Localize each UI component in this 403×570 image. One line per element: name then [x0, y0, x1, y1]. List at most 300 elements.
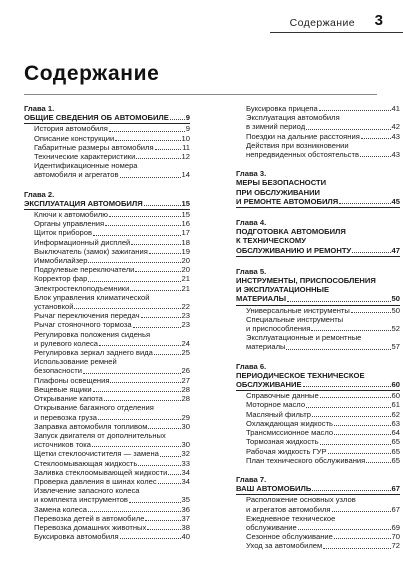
entry-title: безопасности	[34, 366, 83, 376]
chapter-title-line[interactable]	[236, 484, 400, 495]
entry-title: обслуживание	[246, 522, 297, 532]
toc-entry[interactable]	[24, 311, 190, 320]
dot-leader	[110, 382, 180, 383]
entry-page-number: 70	[391, 532, 400, 542]
entry-page-number: 37	[181, 513, 190, 523]
dot-leader	[361, 138, 391, 139]
entry-title: Открывание капота	[34, 394, 103, 404]
chapter-title-line[interactable]	[24, 113, 190, 124]
toc-entry[interactable]	[24, 403, 190, 412]
entry-page-number: 43	[391, 150, 400, 160]
entry-title: Перевозка домашних животных	[34, 522, 147, 532]
toc-entry[interactable]	[236, 150, 400, 159]
entry-page-number: 12	[181, 152, 190, 162]
toc-entry[interactable]	[24, 449, 190, 458]
entry-page-number: 40	[181, 532, 190, 542]
toc-chapter	[236, 362, 400, 465]
entry-page-number: 34	[181, 476, 190, 486]
dot-leader	[141, 317, 181, 318]
entry-title: Корректор фар	[34, 274, 88, 284]
entry-title: И ЭКСПЛУАТАЦИОННЫЕ	[236, 285, 330, 295]
toc-entry[interactable]	[24, 366, 190, 375]
entry-page-number: 67	[391, 484, 400, 494]
entry-page-number: 62	[391, 409, 400, 419]
toc-entry[interactable]	[236, 419, 400, 428]
entry-title: непредвиденных обстоятельств	[246, 150, 359, 160]
dot-leader	[332, 511, 391, 512]
dot-leader	[287, 301, 391, 302]
dot-leader	[303, 386, 391, 387]
entry-page-number: 10	[181, 133, 190, 143]
entry-title: ПЕРИОДИЧЕСКОЕ ТЕХНИЧЕСКОЕ	[236, 370, 365, 380]
chapter-number: Глава 3.	[236, 169, 267, 179]
running-header-section: Содержание	[289, 17, 355, 29]
toc-entry[interactable]	[236, 532, 400, 541]
entry-title: Идентификационные номера	[34, 161, 138, 171]
toc-entry[interactable]	[24, 468, 190, 477]
dot-leader	[147, 529, 180, 530]
chapter-title-line[interactable]	[236, 285, 400, 294]
entry-title: История автомобиля	[34, 124, 108, 134]
entry-page-number: 21	[181, 274, 190, 284]
toc-entry[interactable]	[24, 523, 190, 532]
chapter-title-line[interactable]	[236, 188, 400, 197]
toc-entry[interactable]	[24, 514, 190, 523]
toc-chapter	[24, 104, 190, 180]
entry-title: Плафоны освещения	[34, 375, 110, 385]
entry-title: И РЕМОНТЕ АВТОМОБИЛЯ	[236, 196, 339, 206]
toc-entry[interactable]	[236, 141, 400, 150]
chapter-title-line[interactable]	[236, 236, 400, 245]
entry-page-number: 21	[181, 283, 190, 293]
entry-title: Охлаждающая жидкость	[246, 418, 334, 428]
entry-title: Справочные данные	[246, 391, 319, 401]
toc-chapter	[236, 104, 400, 159]
toc-entry[interactable]	[24, 238, 190, 247]
entry-page-number: 22	[181, 302, 190, 312]
entry-page-number: 24	[181, 338, 190, 348]
dot-leader	[360, 156, 391, 157]
entry-title: и комплекта инструментов	[34, 495, 128, 505]
toc-entry[interactable]	[24, 532, 190, 541]
entry-title: Извлечение запасного колеса	[34, 486, 140, 496]
toc-entry[interactable]	[24, 477, 190, 486]
toc-entry[interactable]	[24, 431, 190, 440]
dot-leader	[312, 416, 391, 417]
dot-leader	[170, 119, 185, 120]
toc-chapter	[236, 267, 400, 352]
toc-entry[interactable]	[24, 376, 190, 385]
toc-entry[interactable]	[24, 228, 190, 237]
dot-leader	[104, 400, 181, 401]
entry-page-number: 63	[391, 418, 400, 428]
entry-page-number: 57	[391, 342, 400, 352]
chapter-number: Глава 4.	[236, 218, 267, 228]
dot-leader	[88, 511, 181, 512]
chapter-title-line[interactable]	[236, 294, 400, 305]
dot-leader	[311, 330, 390, 331]
entry-title: Перевозка детей в автомобиле	[34, 513, 145, 523]
dot-leader	[168, 474, 180, 475]
dot-leader	[320, 397, 391, 398]
entry-page-number: 34	[181, 467, 190, 477]
entry-title: установкой	[34, 302, 74, 312]
toc-entry[interactable]	[24, 422, 190, 431]
entry-page-number: 43	[391, 131, 400, 141]
dot-leader	[320, 444, 391, 445]
dot-leader	[93, 391, 181, 392]
chapter-title-line[interactable]	[236, 246, 400, 257]
dot-leader	[74, 308, 180, 309]
toc-entry[interactable]	[24, 302, 190, 311]
chapter-title-line[interactable]	[236, 371, 400, 380]
entry-title: Заливка стеклоомывающей жидкости	[34, 467, 168, 477]
entry-title: Проверка давления в шинах колес	[34, 476, 157, 486]
entry-title: в зимний период	[246, 122, 306, 132]
entry-title: ЭКСПЛУАТАЦИЯ АВТОМОБИЛЯ	[24, 198, 143, 208]
dot-leader	[93, 235, 181, 236]
toc-entry[interactable]	[236, 505, 400, 514]
entry-title: Трансмиссионное масло	[246, 428, 334, 438]
entry-title: Открывание багажного отделения	[34, 403, 154, 413]
entry-title: Регулировка зеркал заднего вида	[34, 348, 153, 358]
toc-entry[interactable]	[24, 486, 190, 495]
chapter-title-line[interactable]	[236, 197, 400, 208]
entry-page-number: 30	[181, 421, 190, 431]
entry-page-number: 14	[181, 170, 190, 180]
chapter-title-line[interactable]	[236, 276, 400, 285]
dot-leader	[154, 354, 181, 355]
entry-title: Эксплуатационные и ремонтные	[246, 333, 362, 343]
entry-page-number: 20	[181, 265, 190, 275]
entry-title: и рулевого колеса	[34, 338, 99, 348]
toc-entry[interactable]	[236, 104, 400, 113]
toc-entry[interactable]	[236, 523, 400, 532]
chapter-number: Глава 5.	[236, 266, 267, 276]
entry-title: Расположение основных узлов	[246, 495, 356, 505]
entry-page-number: 19	[181, 246, 190, 256]
dot-leader	[138, 465, 180, 466]
toc-entry[interactable]	[24, 161, 190, 170]
entry-page-number: 45	[391, 196, 400, 206]
toc-entry[interactable]	[24, 143, 190, 152]
entry-title: и агрегатов автомобиля	[246, 504, 331, 514]
entry-title: Рабочая жидкость ГУР	[246, 446, 327, 456]
entry-title: Выключатель (замок) зажигания	[34, 246, 148, 256]
toc-entry[interactable]	[24, 124, 190, 133]
toc-entry[interactable]	[24, 320, 190, 329]
entry-title: Описание конструкции	[34, 133, 115, 143]
entry-page-number: 25	[181, 348, 190, 358]
entry-title: Буксировка прицепа	[246, 104, 318, 113]
entry-title: ПРИ ОБСЛУЖИВАНИИ	[236, 187, 321, 197]
entry-title: Вещевые ящики	[34, 384, 92, 394]
entry-title: Информационный дисплей	[34, 237, 131, 247]
entry-page-number: 28	[181, 394, 190, 404]
toc-entry[interactable]	[236, 428, 400, 437]
entry-page-number: 30	[181, 440, 190, 450]
dot-leader	[136, 158, 180, 159]
dot-leader	[92, 446, 181, 447]
entry-title: Регулировка положения сиденья	[34, 329, 151, 339]
toc-entry[interactable]	[24, 413, 190, 422]
entry-page-number: 50	[391, 294, 400, 304]
entry-title: Подрулевые переключатели	[34, 265, 135, 275]
dot-leader	[149, 253, 181, 254]
entry-page-number: 23	[181, 311, 190, 321]
chapter-title-line[interactable]	[236, 380, 400, 391]
dot-leader	[148, 428, 180, 429]
toc-entry[interactable]	[236, 495, 400, 504]
dot-leader	[129, 502, 181, 503]
dot-leader	[105, 225, 180, 226]
toc-entry[interactable]	[24, 170, 190, 179]
toc-entry[interactable]	[24, 459, 190, 468]
dot-leader	[120, 177, 181, 178]
dot-leader	[130, 290, 180, 291]
entry-title: План технического обслуживания	[246, 455, 366, 465]
toc-entry[interactable]	[236, 437, 400, 446]
toc-chapter	[236, 475, 400, 551]
entry-title: Органы управления	[34, 219, 105, 229]
toc-entry[interactable]	[236, 391, 400, 400]
toc-entry[interactable]	[236, 342, 400, 351]
toc-entry[interactable]	[236, 113, 400, 122]
entry-page-number: 26	[181, 366, 190, 376]
entry-page-number: 27	[181, 375, 190, 385]
toc-entry[interactable]	[24, 284, 190, 293]
toc-column-left	[24, 104, 190, 541]
chapter-number: Глава 6.	[236, 361, 267, 371]
toc-entry[interactable]	[236, 447, 400, 456]
dot-leader	[109, 131, 185, 132]
entry-title: Габаритные размеры автомобиля	[34, 142, 154, 152]
entry-page-number: 60	[391, 380, 400, 390]
entry-page-number: 72	[391, 541, 400, 551]
toc-chapter	[24, 190, 190, 542]
entry-title: Ключи к автомобилю	[34, 210, 108, 220]
entry-title: Щетки стеклоочистителя — замена	[34, 449, 159, 459]
entry-page-number: 67	[391, 504, 400, 514]
entry-page-number: 15	[181, 198, 190, 208]
dot-leader	[144, 205, 181, 206]
header-rule	[270, 32, 403, 33]
toc-entry[interactable]	[24, 330, 190, 339]
dot-leader	[88, 262, 180, 263]
toc-entry[interactable]	[24, 247, 190, 256]
entry-title: Моторное масло	[246, 400, 306, 410]
dot-leader	[120, 538, 181, 539]
entry-page-number: 20	[181, 256, 190, 266]
entry-title: Электростеклоподъемники	[34, 283, 130, 293]
toc-entry[interactable]	[24, 495, 190, 504]
dot-leader	[351, 312, 391, 313]
entry-title: автомобиля и агрегатов	[34, 170, 119, 180]
toc-entry[interactable]	[236, 410, 400, 419]
toc-chapter	[236, 169, 400, 208]
entry-title: ОБСЛУЖИВАНИЕ	[236, 380, 302, 390]
toc-entry[interactable]	[24, 256, 190, 265]
dot-leader	[328, 453, 391, 454]
dot-leader	[366, 462, 390, 463]
entry-title: МЕРЫ БЕЗОПАСНОСТИ	[236, 178, 327, 188]
entry-page-number: 52	[391, 324, 400, 334]
toc-entry[interactable]	[236, 122, 400, 131]
dot-leader	[135, 271, 180, 272]
dot-leader	[109, 216, 181, 217]
toc-entry[interactable]	[236, 324, 400, 333]
dot-leader	[298, 529, 391, 530]
title-divider	[24, 94, 377, 95]
entry-title: Запуск двигателя от дополнительных	[34, 430, 166, 440]
toc-entry[interactable]	[236, 315, 400, 324]
entry-title: Поездки на дальние расстояния	[246, 131, 360, 141]
entry-title: Стеклоомывающая жидкость	[34, 458, 138, 468]
toc-entry[interactable]	[236, 306, 400, 315]
chapter-title-line[interactable]	[236, 178, 400, 187]
page-number: 3	[374, 12, 383, 29]
entry-title: Рычаг переключения передач	[34, 311, 140, 321]
entry-title: К ТЕХНИЧЕСКОМУ	[236, 236, 306, 246]
toc-entry[interactable]	[236, 541, 400, 550]
dot-leader	[131, 244, 180, 245]
toc-entry[interactable]	[24, 293, 190, 302]
dot-leader	[352, 252, 390, 253]
toc-entry[interactable]	[24, 265, 190, 274]
entry-page-number: 38	[181, 522, 190, 532]
toc-column-right	[236, 104, 400, 551]
dot-leader	[306, 407, 391, 408]
dot-leader	[99, 345, 181, 346]
entry-page-number: 33	[181, 458, 190, 468]
toc-entry[interactable]	[24, 152, 190, 161]
entry-page-number: 47	[391, 245, 400, 255]
entry-page-number: 65	[391, 446, 400, 456]
toc-entry[interactable]	[24, 440, 190, 449]
entry-title: Блок управления климатической	[34, 292, 150, 302]
entry-page-number: 61	[391, 400, 400, 410]
entry-page-number: 29	[181, 412, 190, 422]
dot-leader	[319, 110, 391, 111]
toc-entry[interactable]	[24, 394, 190, 403]
toc-entry[interactable]	[236, 333, 400, 342]
toc-entry[interactable]	[24, 210, 190, 219]
entry-page-number: 32	[181, 449, 190, 459]
entry-title: Использование ремней	[34, 357, 117, 367]
entry-page-number: 60	[391, 391, 400, 401]
entry-page-number: 41	[391, 104, 400, 113]
entry-title: ОБЩИЕ СВЕДЕНИЯ ОБ АВТОМОБИЛЕ	[24, 113, 169, 123]
dot-leader	[334, 425, 391, 426]
entry-title: Ежедневное техническое	[246, 513, 336, 523]
dot-leader	[312, 490, 390, 491]
chapter-number: Глава 7.	[236, 474, 267, 484]
entry-title: Тормозная жидкость	[246, 437, 319, 447]
toc-entry[interactable]	[236, 514, 400, 523]
dot-leader	[155, 149, 182, 150]
dot-leader	[286, 349, 390, 350]
entry-title: ИНСТРУМЕНТЫ, ПРИСПОСОБЛЕНИЯ	[236, 276, 376, 286]
chapter-title-line[interactable]	[24, 199, 190, 210]
toc-entry[interactable]	[24, 219, 190, 228]
dot-leader	[334, 538, 391, 539]
running-header	[0, 12, 403, 32]
entry-page-number: 36	[181, 504, 190, 514]
entry-page-number: 9	[185, 124, 190, 134]
toc-entry[interactable]	[24, 505, 190, 514]
entry-page-number: 16	[181, 219, 190, 229]
entry-title: Рычаг стояночного тормоза	[34, 320, 132, 330]
dot-leader	[88, 281, 180, 282]
entry-page-number: 42	[391, 122, 400, 132]
dot-leader	[334, 434, 390, 435]
entry-title: и приспособления	[246, 324, 311, 334]
entry-title: и перевозка груза	[34, 412, 97, 422]
chapter-number: Глава 1.	[24, 104, 55, 113]
dot-leader	[98, 419, 181, 420]
entry-page-number: 69	[391, 522, 400, 532]
entry-title: источников тока	[34, 440, 91, 450]
entry-page-number: 9	[185, 113, 190, 123]
dot-leader	[83, 373, 181, 374]
toc-entry[interactable]	[236, 132, 400, 141]
dot-leader	[306, 129, 390, 130]
entry-title: материалы	[246, 342, 286, 352]
page-title: Содержание	[24, 62, 160, 85]
dot-leader	[158, 483, 181, 484]
entry-page-number: 15	[181, 210, 190, 220]
entry-page-number: 35	[181, 495, 190, 505]
toc-entry[interactable]	[24, 357, 190, 366]
chapter-title-line[interactable]	[236, 227, 400, 236]
dot-leader	[160, 456, 181, 457]
toc-entry[interactable]	[24, 339, 190, 348]
entry-title: Специальные инструменты	[246, 314, 344, 324]
entry-title: МАТЕРИАЛЫ	[236, 294, 286, 304]
toc-entry[interactable]	[236, 400, 400, 409]
dot-leader	[115, 140, 180, 141]
entry-page-number: 17	[181, 228, 190, 238]
entry-title: ВАШ АВТОМОБИЛЬ	[236, 484, 312, 494]
entry-title: Буксировка автомобиля	[34, 532, 119, 542]
dot-leader	[323, 548, 390, 549]
entry-title: Щиток приборов	[34, 228, 93, 238]
entry-page-number: 18	[181, 237, 190, 247]
entry-page-number: 64	[391, 428, 400, 438]
entry-page-number: 65	[391, 455, 400, 465]
entry-title: Уход за автомобилем	[246, 541, 323, 551]
entry-title: Замена колеса	[34, 504, 87, 514]
toc-entry[interactable]	[24, 134, 190, 143]
toc-entry[interactable]	[24, 274, 190, 283]
entry-page-number: 28	[181, 384, 190, 394]
entry-title: Действия при возникновении	[246, 140, 349, 150]
entry-title: Технические характеристики	[34, 152, 136, 162]
entry-title: Масляный фильтр	[246, 409, 311, 419]
dot-leader	[145, 520, 180, 521]
toc-entry[interactable]	[24, 385, 190, 394]
entry-page-number: 50	[391, 305, 400, 315]
entry-title: Заправка автомобиля топливом	[34, 421, 148, 431]
dot-leader	[339, 203, 390, 204]
toc-entry[interactable]	[24, 348, 190, 357]
entry-title: Эксплуатация автомобиля	[246, 113, 340, 123]
entry-title: Универсальные инструменты	[246, 305, 350, 315]
entry-title: ОБСЛУЖИВАНИЮ И РЕМОНТУ	[236, 245, 352, 255]
chapter-number: Глава 2.	[24, 189, 55, 199]
toc-entry[interactable]	[236, 456, 400, 465]
entry-title: ПОДГОТОВКА АВТОМОБИЛЯ	[236, 227, 346, 237]
